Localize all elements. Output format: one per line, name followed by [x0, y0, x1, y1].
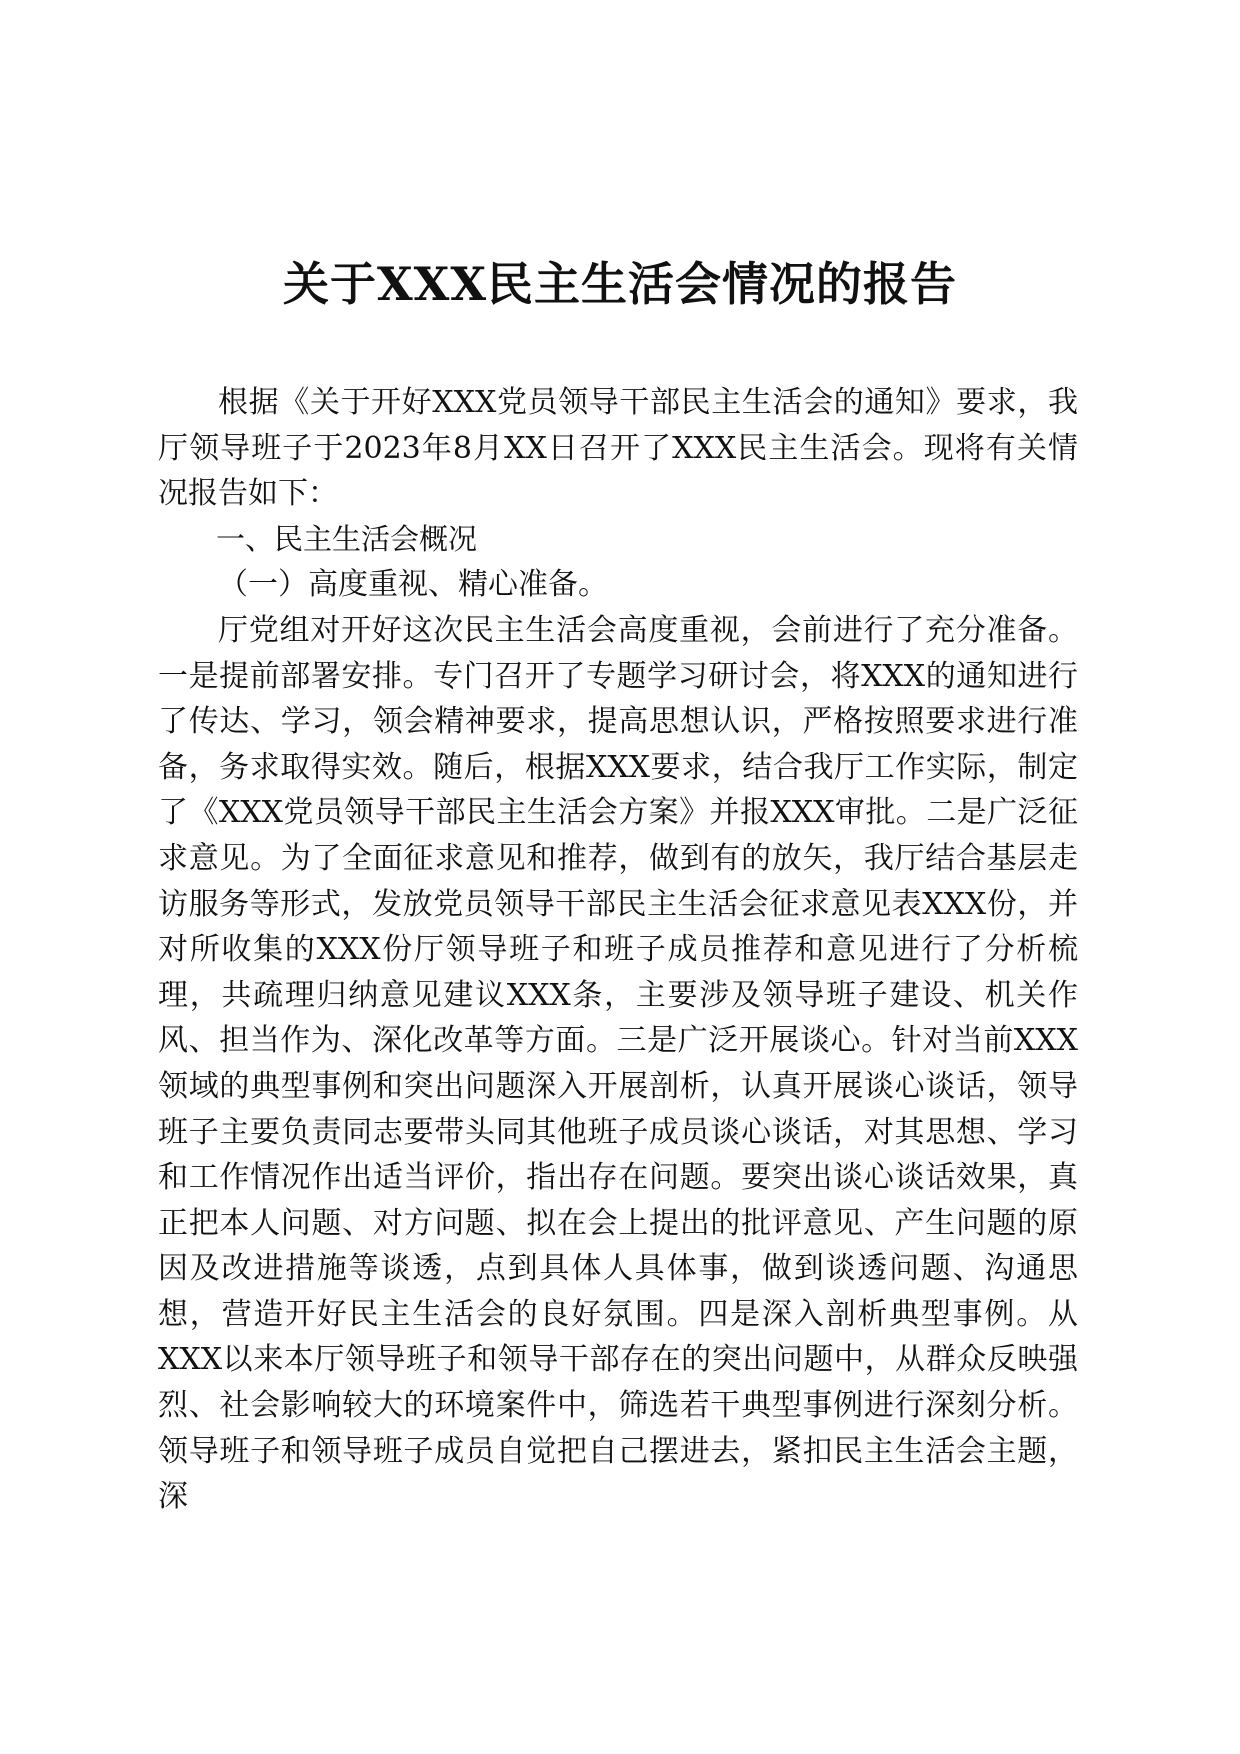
subsection-heading: （一）高度重视、精心准备。: [218, 567, 608, 603]
document-title: 关于XXX民主生活会情况的报告: [282, 257, 958, 311]
body-paragraph: 厅党组对开好这次民主生活会高度重视，会前进行了充分准备。一是提前部署安排。专门召开了专题学习研讨会，将XXX的通知进行了传达、学习，领会精神要求，提高思想认识，严格按照要求进行准备，务求取得实效。随后，根据XXX要求，结合我厅工作实际，制定了《XXX党员领导干部民主生活会方案》并报XXX审批。二是广泛征求意见。为了全面征求意见和推荐，做到有的放矢，我厅结合基层走访服务等形式，发放党员领导干部民主生活会征求意见表XXX份，并对所收集的XXX份厅领导班子和班子成员推荐和意见进行了分析梳理，共疏理归纳意见建议XXX条，主要涉及领导班子建设、机关作风、担当作为、深化改革等方面。三是广泛开展谈心。针对当前XXX领域的典型事例和突出问题深入开展剖析，认真开展谈心谈话，领导班子主要负责同志要带头同其他班子成员谈心谈话，对其思想、学习和工作情况作出适当评价，指出存在问题。要突出谈心谈话效果，真正把本人问题、对方问题、拟在会上提出的批评意见、产生问题的原因及改进措施等谈透，点到具体人具体事，做到谈透问题、沟通思想，营造开好民主生活会的良好氛围。四是深入剖析典型事例。从XXX以来本厅领导班子和领导干部存在的突出问题中，从群众反映强烈、社会影响较大的环境案件中，筛选若干典型事例进行深刻分析。领导班子和领导班子成员自觉把自己摆进去，紧扣民主生活会主题，深: [158, 612, 1078, 1515]
document-body: [158, 380, 1078, 1520]
section-heading: 一、民主生活会概况: [216, 521, 478, 556]
intro-paragraph: 根据《关于开好XXX党员领导干部民主生活会的通知》要求，我厅领导班子于2023年8月XX日召开了XXX民主生活会。现将有关情况报告如下：: [158, 385, 1078, 512]
